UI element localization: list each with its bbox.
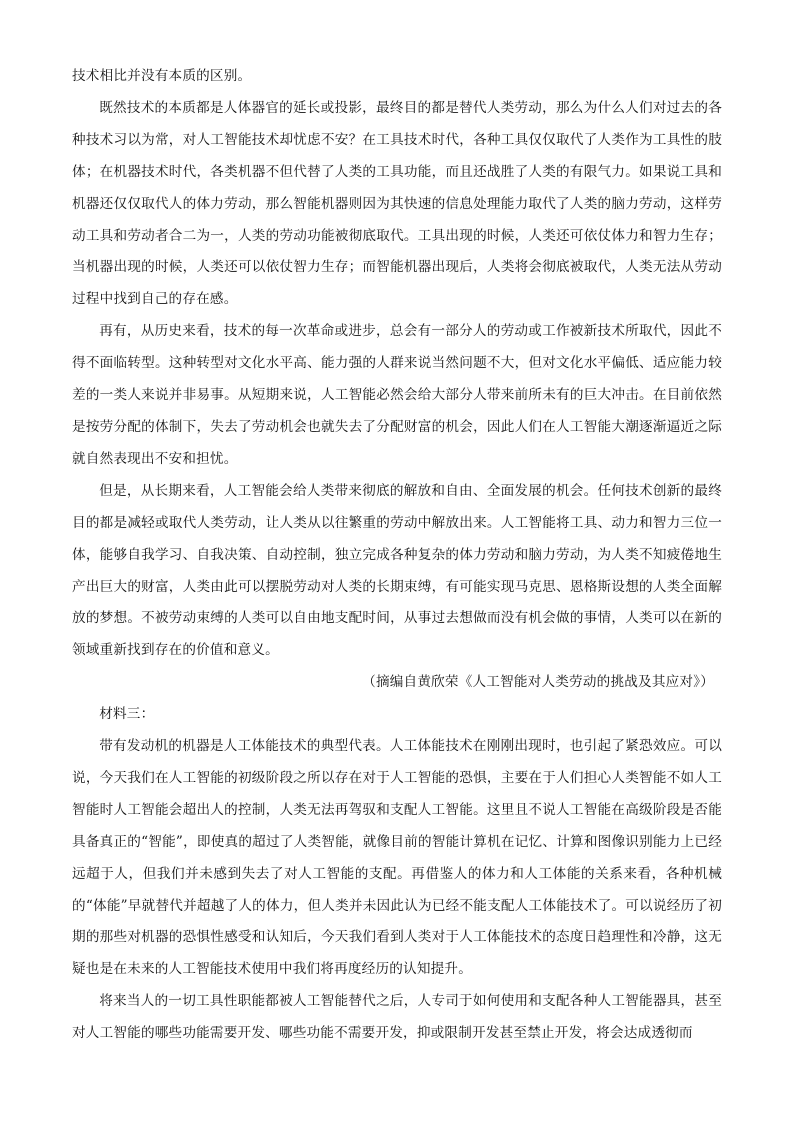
document-page bbox=[72, 61, 722, 1050]
paragraph-future: 将来当人的一切工具性职能都被人工智能替代之后，人专司于如何使用和支配各种人工智能器具，甚至对人工智能的哪些功能需要开发、哪些功能不需要开发，抑或限制开发甚至禁止开发，将会达成透彻而 bbox=[72, 993, 722, 1042]
paragraph-history: 再有，从历史来看，技术的每一次革命或进步，总会有一部分人的劳动或工作被新技术所取代，因此不得不面临转型。这种转型对文化水平高、能力强的人群来说当然问题不大，但对文化水平偏低、适应能力较差的一类人来说并非易事。从短期来说，人工智能必然会给大部分人带来前所未有的巨大冲击。在目前依然是按劳分配的体制下，失去了劳动机会也就失去了分配财富的机会，因此人们在人工智能大潮逐渐逼近之际就自然表现出不安和担忧。 bbox=[72, 323, 722, 467]
paragraph-continuation: 技术相比并没有本质的区别。 bbox=[72, 68, 252, 84]
material-three-label: 材料三： bbox=[99, 706, 155, 723]
source-citation: （摘编自黄欣荣《人工智能对人类劳动的挑战及其应对》） bbox=[362, 674, 714, 691]
paragraph-technology-essence: 既然技术的本质都是人体器官的延长或投影，最终目的都是替代人类劳动，那么为什么人们对过去的各种技术习以为常，对人工智能技术却忧虑不安？在工具技术时代，各种工具仅仅取代了人类作为工具性的肢体；在机器技术时代，各类机器不但代替了人类的工具功能，而且还战胜了人类的有限气力。如果说工具和机器还仅仅取代人的体力劳动，那么智能机器则因为其快速的信息处理能力取代了人类的脑力劳动，这样劳动工具和劳动者合二为一，人类的劳动功能被彻底取代。工具出现的时候，人类还可依仗体力和智力生存；当机器出现的时候，人类还可以依仗智力生存；而智能机器出现后，人类将会彻底被取代，人类无法从劳动过程中找到自己的存在感。 bbox=[72, 99, 722, 308]
paragraph-physical-ability-tech: 带有发动机的机器是人工体能技术的典型代表。人工体能技术在刚刚出现时，也引起了紧恐效应。可以说，今天我们在人工智能的初级阶段之所以存在对于人工智能的恐惧，主要在于人们担心人类智能不如人工智能时人工智能会超出人的控制，人类无法再驾驭和支配人工智能。这里且不说人工智能在高级阶段是否能具备真正的“智能”，即使真的超过了人类智能，就像目前的智能计算机在记忆、计算和图像识别能力上已经远超于人，但我们并未感到失去了对人工智能的支配。再借鉴人的体力和人工体能的关系来看，各种机械的“体能”早就替代并超越了人的体力，但人类并未因此认为已经不能支配人工体能技术了。可以说经历了初期的那些对机器的恐惧性感受和认知后，今天我们看到人类对于人工体能技术的态度日趋理性和冷静，这无疑也是在未来的人工智能技术使用中我们将再度经历的认知提升。 bbox=[72, 738, 722, 978]
paragraph-long-term: 但是，从长期来看，人工智能会给人类带来彻底的解放和自由、全面发展的机会。任何技术创新的最终目的都是减轻或取代人类劳动，让人类从以往繁重的劳动中解放出来。人工智能将工具、动力和智力三位一体，能够自我学习、自我决策、自动控制，独立完成各种复杂的体力劳动和脑力劳动，为人类不知疲倦地生产出巨大的财富，人类由此可以摆脱劳动对人类的长期束缚，有可能实现马克思、恩格斯设想的人类全面解放的梦想。不被劳动束缚的人类可以自由地支配时间，从事过去想做而没有机会做的事情，人类可以在新的领域重新找到存在的价值和意义。 bbox=[72, 482, 722, 659]
